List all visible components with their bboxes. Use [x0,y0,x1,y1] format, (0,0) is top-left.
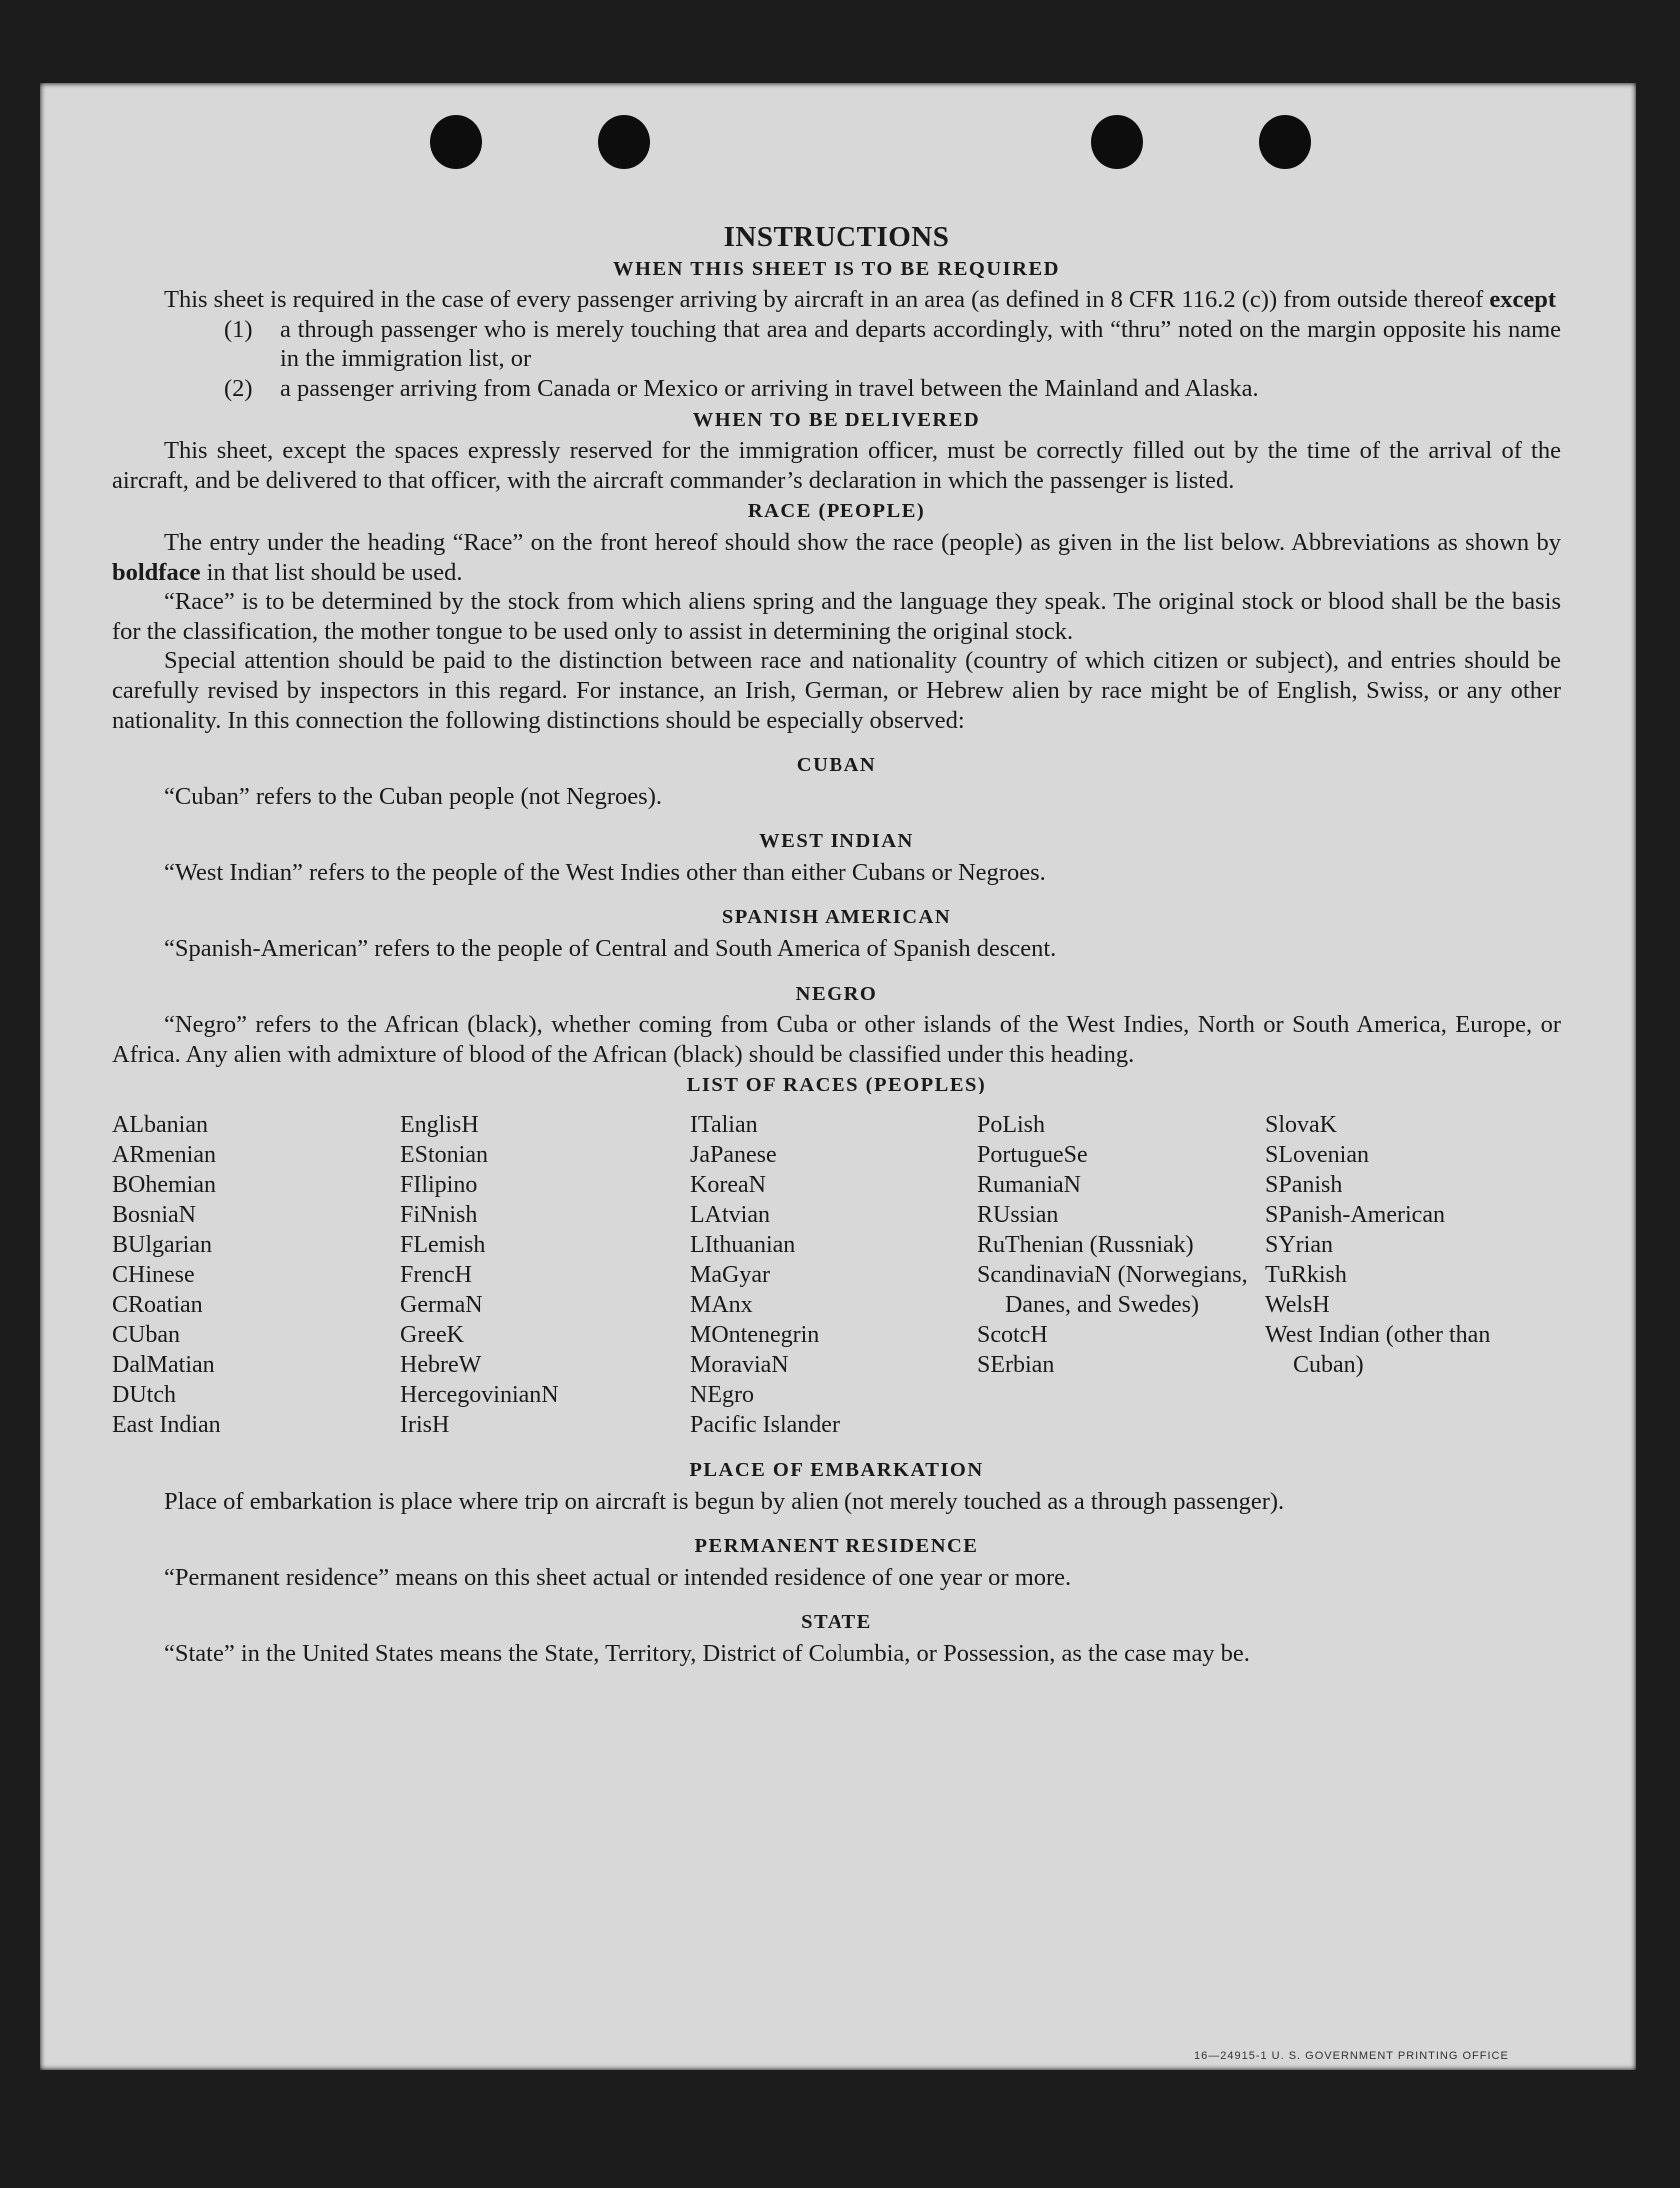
exception-list [224,315,1561,404]
race-item: PoLish [977,1112,1046,1139]
race-item: MAnx [690,1292,753,1319]
list-item: (1) a through passenger who is merely touching that area and departs accordingly, with “thru” noted on the margin opposite his name in the immigration list, or [224,315,1561,373]
section-heading-state: STATE [801,1611,872,1634]
state-paragraph: “State” in the United States means the State, Territory, District of Columbia, or Possession, as the case may be. [164,1640,1250,1667]
page-title: INSTRUCTIONS [723,221,950,253]
race-item: HercegovinianN [400,1382,559,1409]
race-item: MaGyar [690,1262,770,1289]
race-item: Pacific Islander [690,1412,840,1439]
race-item: GermaN [400,1292,483,1319]
race-item: SErbian [977,1352,1055,1379]
race-item: ITalian [690,1112,758,1139]
west-indian-paragraph: “West Indian” refers to the people of the West Indies other than either Cubans or Negroes. [164,858,1046,886]
race-item: SPanish [1265,1172,1343,1199]
section-heading-negro: NEGRO [795,982,878,1005]
race-item: ScandinaviaN (Norwegians, Danes, and Swedes) [977,1262,1248,1319]
race-item: CHinese [112,1262,195,1289]
race-paragraph-1: The entry under the heading “Race” on the front hereof should show the race (people) as given in the list below. Abbreviations as shown by boldface in that list should be used. [112,528,1561,586]
race-item: LIthuanian [690,1232,796,1259]
section-heading-delivered: WHEN TO BE DELIVERED [692,408,981,431]
race-item: NEgro [690,1382,754,1409]
race-item: RUssian [977,1202,1059,1229]
race-item: SLovenian [1265,1142,1369,1169]
races-list [112,1110,1561,1440]
race-paragraph-3: Special attention should be paid to the distinction between race and nationality (country of which citizen or subject), and entries should be carefully revised by inspectors in this regard. For instance, an Irish, German, or Hebrew alien by race might be of English, Swiss, or any other nationality. In this connection the following distinctions should be especially observed: [112,647,1561,734]
cuban-paragraph: “Cuban” refers to the Cuban people (not Negroes). [164,782,662,810]
race-item: MoraviaN [690,1352,789,1379]
spanish-american-paragraph: “Spanish-American” refers to the people of Central and South America of Spanish descent. [164,935,1057,963]
race-item: TuRkish [1265,1262,1347,1289]
race-item: EnglisH [400,1112,479,1139]
punch-hole [430,115,482,169]
section-heading-list-of-races: LIST OF RACES (PEOPLES) [686,1074,987,1096]
section-heading-residence: PERMANENT RESIDENCE [694,1535,979,1558]
races-column [112,1110,400,1440]
race-item: DUtch [112,1382,176,1409]
race-item: BOhemian [112,1172,216,1199]
document-sheet [40,83,1636,2070]
races-column [977,1110,1265,1440]
race-item: SPanish-American [1265,1202,1445,1229]
printer-imprint: 16—24915-1 U. S. GOVERNMENT PRINTING OFFICE [1194,2050,1509,2062]
instructions-body [112,223,1561,1669]
section-heading-race: RACE (PEOPLE) [747,500,926,523]
race-item: HebreW [400,1352,482,1379]
race-item: JaPanese [690,1142,777,1169]
delivered-paragraph: This sheet, except the spaces expressly reserved for the immigration officer, must be correctly filled out by the time of the arrival of the aircraft, and be delivered to that officer, with the aircraft commander’s declaration in which the passenger is listed. [112,437,1561,494]
race-item: BUlgarian [112,1232,212,1259]
race-item: PortugueSe [977,1142,1088,1169]
race-item: RumaniaN [977,1172,1081,1199]
race-item: FLemish [400,1232,486,1259]
embarkation-paragraph: Place of embarkation is place where trip on aircraft is begun by alien (not merely touched as a through passenger). [164,1487,1285,1515]
race-paragraph-2: “Race” is to be determined by the stock from which aliens spring and the language they speak. The original stock or blood shall be the basis for the classification, the mother tongue to be used only to assist in determining the original stock. [112,588,1561,645]
race-item: RuThenian (Russniak) [977,1232,1194,1259]
negro-paragraph: “Negro” refers to the African (black), whether coming from Cuba or other islands of the West Indies, North or South America, Europe, or Africa. Any alien with admixture of blood of the African (black) should be classified under this heading. [112,1011,1561,1068]
race-item: SYrian [1265,1232,1333,1259]
race-item: ALbanian [112,1112,208,1139]
section-heading-west-indian: WEST INDIAN [759,830,914,853]
punch-hole [1091,115,1143,169]
section-heading-required: WHEN THIS SHEET IS TO BE REQUIRED [613,257,1060,280]
race-item: ARmenian [112,1142,216,1169]
race-item: FIlipino [400,1172,478,1199]
race-item: DalMatian [112,1352,215,1379]
race-item: EStonian [400,1142,488,1169]
races-column [400,1110,690,1440]
race-item: FiNnish [400,1202,478,1229]
races-column [1265,1110,1555,1440]
race-item: ScotcH [977,1322,1048,1349]
race-item: WelsH [1265,1292,1330,1319]
race-item: GreeK [400,1322,464,1349]
required-paragraph: This sheet is required in the case of every passenger arriving by aircraft in an area (as defined in 8 CFR 116.2 (c)) from outside thereof except [164,286,1557,314]
residence-paragraph: “Permanent residence” means on this sheet actual or intended residence of one year or more. [164,1563,1072,1591]
race-item: LAtvian [690,1202,770,1229]
punch-hole [1259,115,1311,169]
section-heading-cuban: CUBAN [796,754,877,777]
race-item: BosniaN [112,1202,196,1229]
punch-hole [598,115,650,169]
race-item: East Indian [112,1412,221,1439]
race-item: CRoatian [112,1292,203,1319]
race-item: IrisH [400,1412,450,1439]
list-item: (2) a passenger arriving from Canada or Mexico or arriving in travel between the Mainland and Alaska. [224,374,1259,402]
races-column [690,1110,977,1440]
race-item: FrencH [400,1262,472,1289]
section-heading-spanish-american: SPANISH AMERICAN [721,906,952,929]
section-heading-embarkation: PLACE OF EMBARKATION [689,1459,984,1482]
race-item: MOntenegrin [690,1322,820,1349]
race-item: KoreaN [690,1172,766,1199]
race-item: CUban [112,1322,180,1349]
race-item: SlovaK [1265,1112,1337,1139]
race-item: West Indian (other than Cuban) [1265,1322,1491,1379]
